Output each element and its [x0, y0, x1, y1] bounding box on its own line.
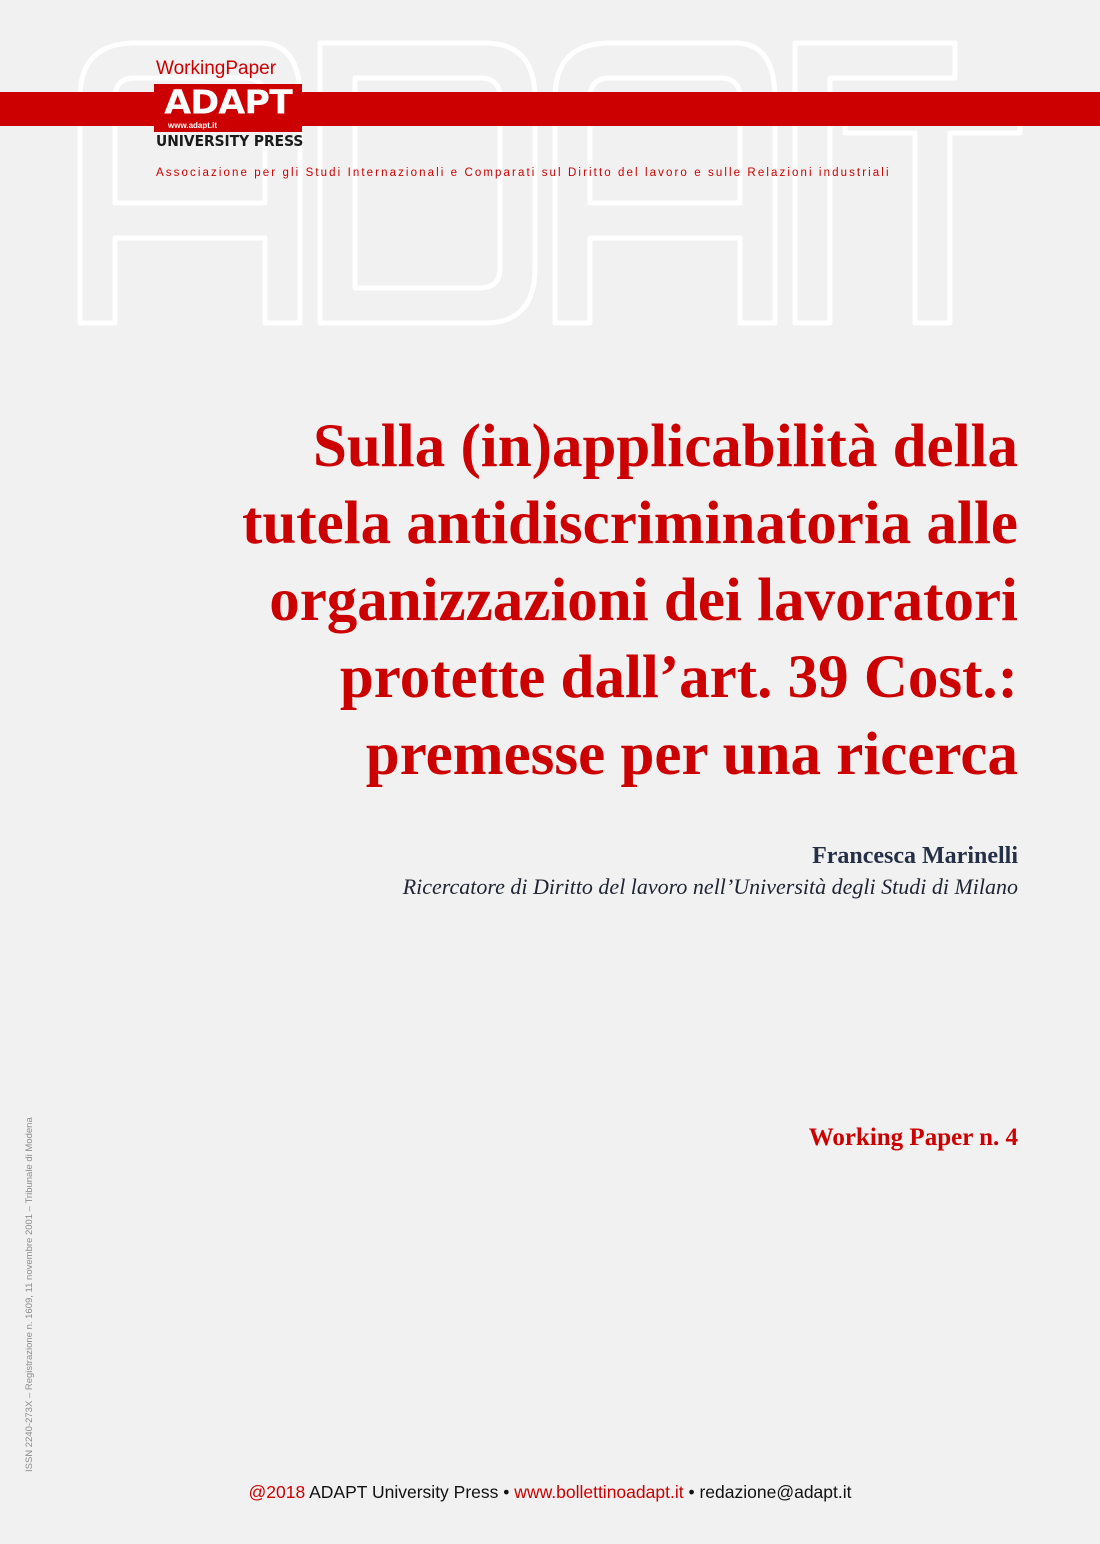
logo-url: www.adapt.it: [168, 121, 218, 130]
working-paper-number: Working Paper n. 4: [808, 1124, 1018, 1151]
footer-separator: •: [503, 1482, 510, 1502]
series-label: WorkingPaper: [156, 58, 277, 79]
footer-publisher: ADAPT University Press: [309, 1482, 499, 1502]
author-affiliation: Ricercatore di Diritto del lavoro nell’Università degli Studi di Milano: [402, 874, 1018, 899]
paper-title: [118, 408, 1018, 793]
title-line: protette dall’art. 39 Cost.:: [339, 644, 1018, 711]
title-line: organizzazioni dei lavoratori: [269, 567, 1018, 634]
footer-year: @2018: [248, 1482, 306, 1502]
footer-separator: •: [688, 1482, 695, 1502]
title-line: tutela antidiscriminatoria alle: [242, 490, 1018, 557]
footer: [0, 1482, 1100, 1503]
issn-registration-note: ISSN 2240-273X – Registrazione n. 1609, 11 novembre 2001 – Tribunale di Modena: [24, 1117, 35, 1472]
association-name: Associazione per gli Studi Internazionali e Comparati sul Diritto del lavoro e sulle Relazioni industriali: [156, 167, 891, 179]
logo-university-press: UNIVERSITY PRESS: [156, 132, 304, 150]
footer-email[interactable]: redazione@adapt.it: [699, 1482, 852, 1502]
footer-website[interactable]: www.bollettinoadapt.it: [514, 1482, 684, 1502]
adapt-watermark: [75, 38, 1025, 328]
adapt-logo: ADAPT: [164, 84, 292, 122]
title-line: Sulla (in)applicabilità della: [312, 413, 1018, 480]
title-line: premesse per una ricerca: [365, 721, 1018, 788]
author-name: Francesca Marinelli: [812, 843, 1018, 869]
